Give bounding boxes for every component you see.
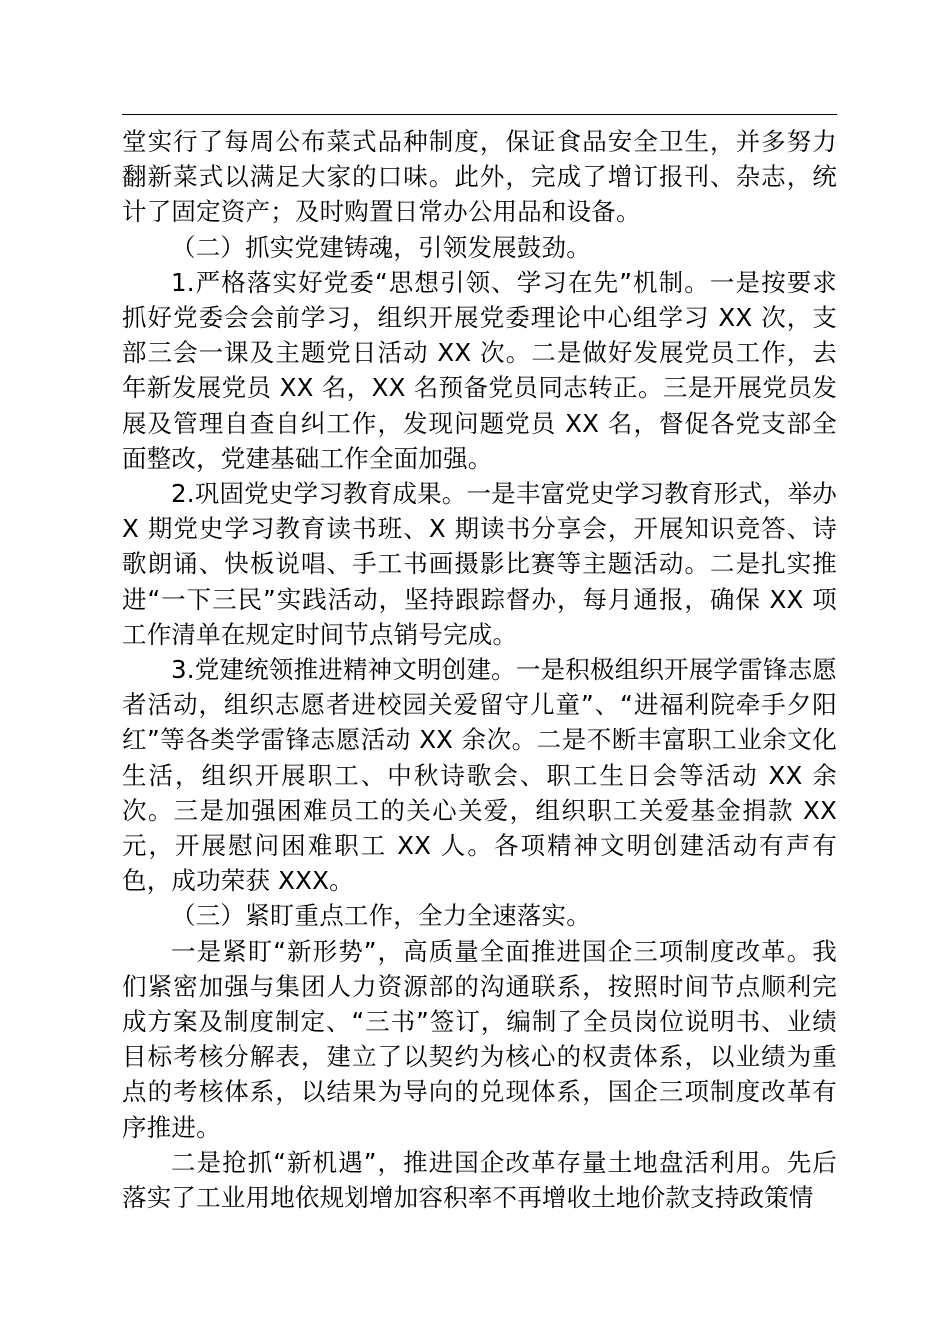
section-heading-2: （二）抓实党建铸魂，引领发展鼓劲。 (171, 232, 591, 262)
paragraph-spiritual-civilization: 3.党建统领推进精神文明创建。一是积极组织开展学雷锋志愿者活动，组织志愿者进校园关爱留守儿童”、“进福利院牵手夕阳红”等各类学雷锋志愿活动 XX 余次。二是不断丰富职工业余文化生活，组织开展职工、中秋诗歌会、职工生日会等活动 XX 余次。三是加强困难员工的关心关爱，组织职工关爱基金捐款 XX 元，开展慰问困难职工 XX 人。各项精神文明创建活动有声有色，成功荣获 XXX。 (122, 655, 837, 896)
paragraph-canteen-continuation: 堂实行了每周公布菜式品种制度，保证食品安全卫生，并多努力翻新菜式以满足大家的口味。此外，完成了增订报刊、杂志，统计了固定资产；及时购置日常办公用品和设备。 (122, 127, 837, 227)
section-heading-3: （三）紧盯重点工作，全力全速落实。 (171, 901, 591, 931)
paragraph-party-history-education: 2.巩固党史学习教育成果。一是丰富党史学习教育形式，举办 X 期党史学习教育读书班、X 期读书分享会，开展知识竞答、诗歌朗诵、快板说唱、手工书画摄影比赛等主题活动。二是扎实推进“一下三民”实践活动，坚持跟踪督办，每月通报，确保 XX 项工作清单在规定时间节点销号完成。 (122, 479, 837, 649)
document-body (122, 124, 837, 1215)
paragraph-land-revitalization: 二是抢抓“新机遇”，推进国企改革存量土地盘活利用。先后落实了工业用地依规划增加容积率不再增收土地价款支持政策情 (122, 1147, 837, 1213)
paragraph-party-committee-mechanism: 1.严格落实好党委“思想引领、学习在先”机制。一是按要求抓好党委会会前学习，组织开展党委理论中心组学习 XX 次，支部三会一课及主题党日活动 XX 次。二是做好发展党员工作，去年新发展党员 XX 名，XX 名预备党员同志转正。三是开展党员发展及管理自查自纠工作，发现问题党员 XX 名，督促各党支部全面整改，党建基础工作全面加强。 (122, 267, 837, 473)
paragraph-reform-new-situation: 一是紧盯“新形势”，高质量全面推进国企三项制度改革。我们紧密加强与集团人力资源部的沟通联系，按照时间节点顺利完成方案及制度制定、“三书”签订，编制了全员岗位说明书、业绩目标考核分解表，建立了以契约为核心的权责体系，以业绩为重点的考核体系，以结果为导向的兑现体系，国企三项制度改革有序推进。 (122, 936, 837, 1142)
header-rule (122, 114, 837, 115)
